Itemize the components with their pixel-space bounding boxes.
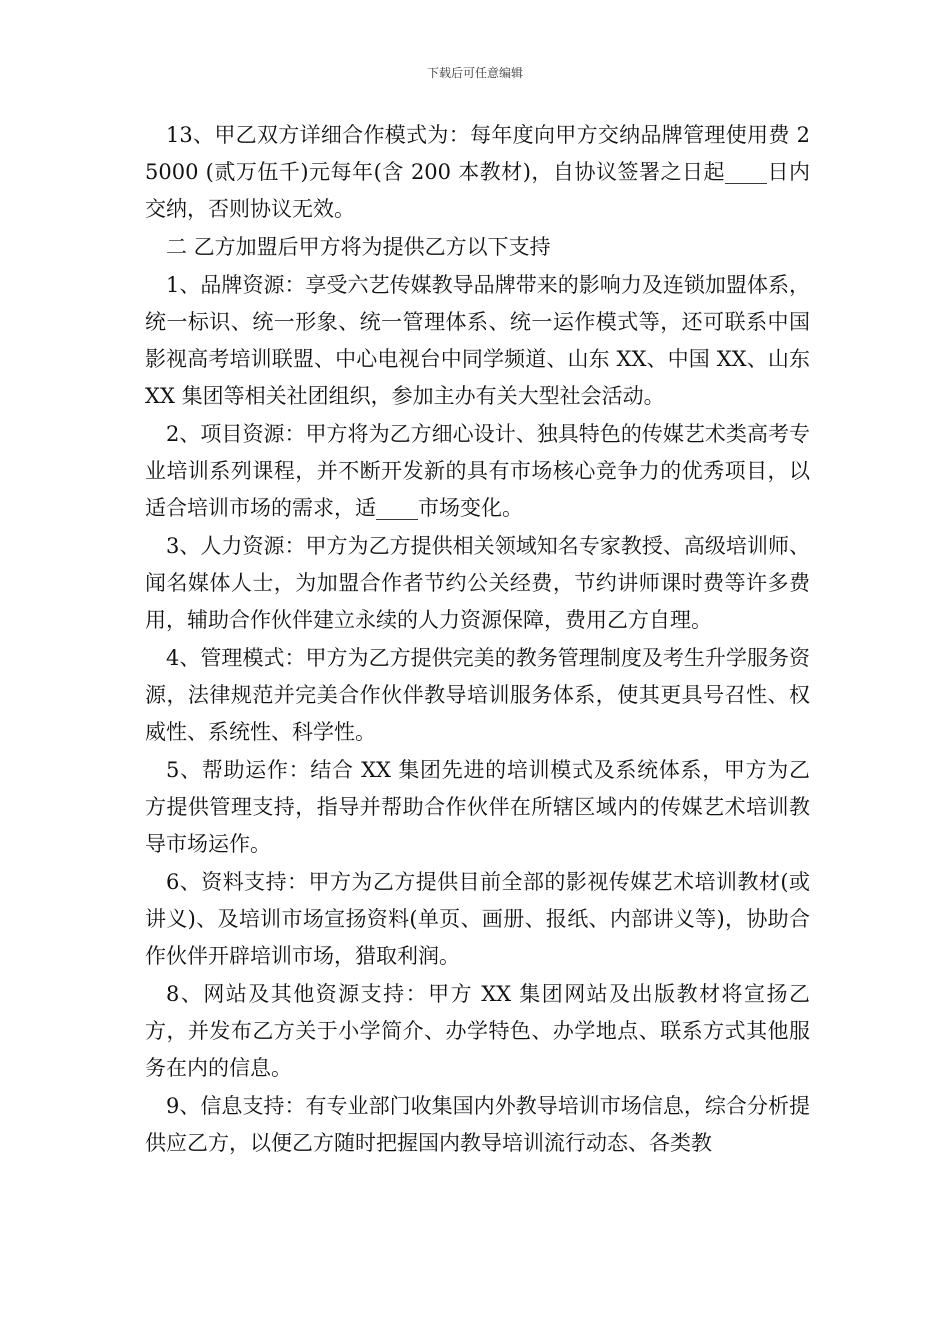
paragraph-9-information-support: 9、信息支持：有专业部门收集国内外教导培训市场信息，综合分析提供应乙方，以便乙方随时把握国内教导培训流行动态、各类教	[145, 1094, 810, 1155]
paragraph-8-website-support: 8、网站及其他资源支持：甲方 XX 集团网站及出版教材将宣扬乙方，并发布乙方关于小学简介、办学特色、办学地点、联系方式其他服务在内的信息。	[145, 982, 810, 1080]
paragraph-13-cooperation-mode: 13、甲乙双方详细合作模式为：每年度向甲方交纳品牌管理使用费 25000 (贰万伍千)元每年(含 200 本教材)，自协议签署之日起____日内交纳，否则协议无效。	[145, 123, 810, 221]
section-heading-support: 二 乙方加盟后甲方将为提供乙方以下支持	[166, 235, 551, 259]
document-body	[145, 117, 810, 1163]
paragraph-2-project-resources: 2、项目资源：甲方将为乙方细心设计、独具特色的传媒艺术类高考专业培训系列课程，并不断开发新的具有市场核心竞争力的优秀项目，以适合培训市场的需求，适____市场变化。	[145, 422, 810, 520]
paragraph-4-management-mode: 4、管理模式：甲方为乙方提供完美的教务管理制度及考生升学服务资源，法律规范并完美合作伙伴教导培训服务体系，使其更具号召性、权威性、系统性、科学性。	[145, 646, 810, 744]
paragraph-1-brand-resources: 1、品牌资源：享受六艺传媒教导品牌带来的影响力及连锁加盟体系，统一标识、统一形象、统一管理体系、统一运作模式等，还可联系中国影视高考培训联盟、中心电视台中同学频道、山东 XX、中国 XX、山东 XX 集团等相关社团组织，参加主办有关大型社会活动。	[145, 273, 810, 408]
paragraph-6-material-support: 6、资料支持：甲方为乙方提供目前全部的影视传媒艺术培训教材(或讲义)、及培训市场宣扬资料(单页、画册、报纸、内部讲义等)，协助合作伙伴开辟培训市场，猎取利润。	[145, 870, 810, 968]
page-header: 下载后可任意编辑	[426, 66, 523, 80]
paragraph-3-human-resources: 3、人力资源：甲方为乙方提供相关领域知名专家教授、高级培训师、闻名媒体人士，为加盟合作者节约公关经费，节约讲师课时费等许多费用，辅助合作伙伴建立永续的人力资源保障，费用乙方自理。	[145, 534, 810, 632]
paragraph-5-operation-help: 5、帮助运作：结合 XX 集团先进的培训模式及系统体系，甲方为乙方提供管理支持，指导并帮助合作伙伴在所辖区域内的传媒艺术培训教导市场运作。	[145, 758, 810, 856]
